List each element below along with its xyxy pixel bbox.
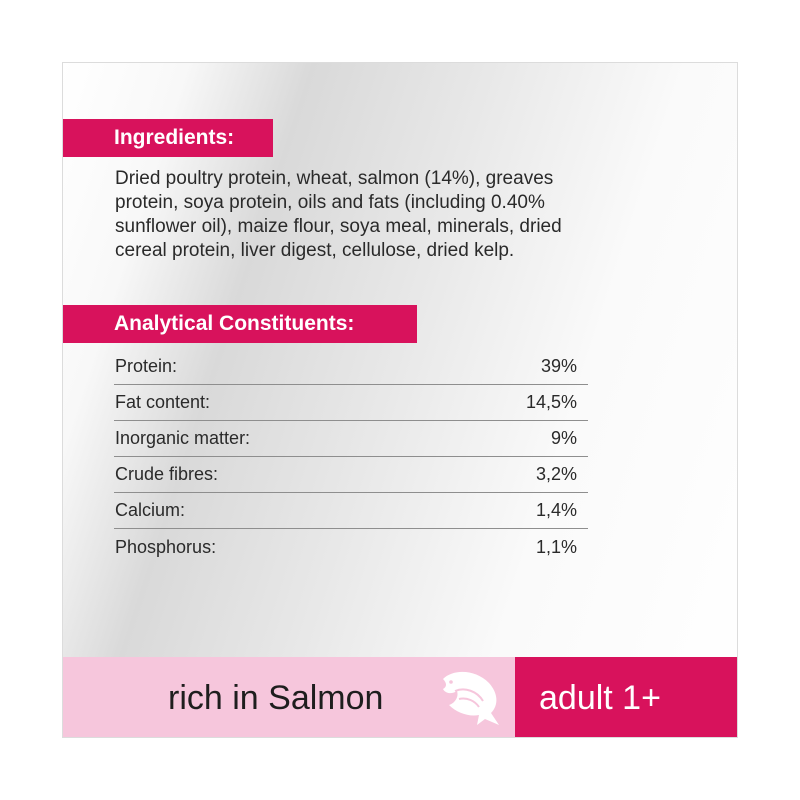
ingredients-line: Dried poultry protein, wheat, salmon (14%), greaves (115, 168, 554, 189)
constituent-value: 39% (540, 356, 577, 376)
product-banner (63, 657, 738, 738)
constituent-name: Calcium: (115, 500, 186, 520)
flavor-panel (63, 657, 515, 738)
constituent-value: 3,2% (535, 464, 577, 484)
ingredients-heading: Ingredients: (63, 119, 273, 157)
constituent-value: 9% (550, 428, 577, 448)
table-row (114, 457, 588, 493)
constituent-name: Fat content: (115, 392, 211, 412)
table-row (114, 349, 588, 385)
constituent-name: Protein: (115, 356, 178, 376)
age-panel (515, 657, 738, 738)
table-row (114, 493, 588, 529)
constituent-value: 1,1% (535, 536, 577, 557)
constituent-name: Inorganic matter: (115, 428, 251, 448)
product-info-card (62, 62, 738, 738)
ingredients-line: sunflower oil), maize flour, soya meal, minerals, dried (115, 216, 562, 237)
constituent-value: 1,4% (535, 500, 577, 520)
constituent-value: 14,5% (525, 392, 577, 412)
ingredients-line: protein, soya protein, oils and fats (including 0.40% (115, 192, 545, 213)
ingredients-line: cereal protein, liver digest, cellulose, dried kelp. (115, 240, 515, 261)
table-row (114, 421, 588, 457)
ingredients-text (115, 167, 675, 263)
analytical-table (114, 349, 588, 565)
table-row (114, 529, 588, 565)
analytical-constituents-heading: Analytical Constituents: (63, 305, 417, 343)
flavor-text: rich in Salmon (168, 679, 384, 717)
constituent-name: Crude fibres: (115, 464, 219, 484)
salmon-icon (435, 667, 505, 729)
constituent-name: Phosphorus: (115, 536, 217, 557)
table-row (114, 385, 588, 421)
age-text: adult 1+ (539, 679, 661, 717)
